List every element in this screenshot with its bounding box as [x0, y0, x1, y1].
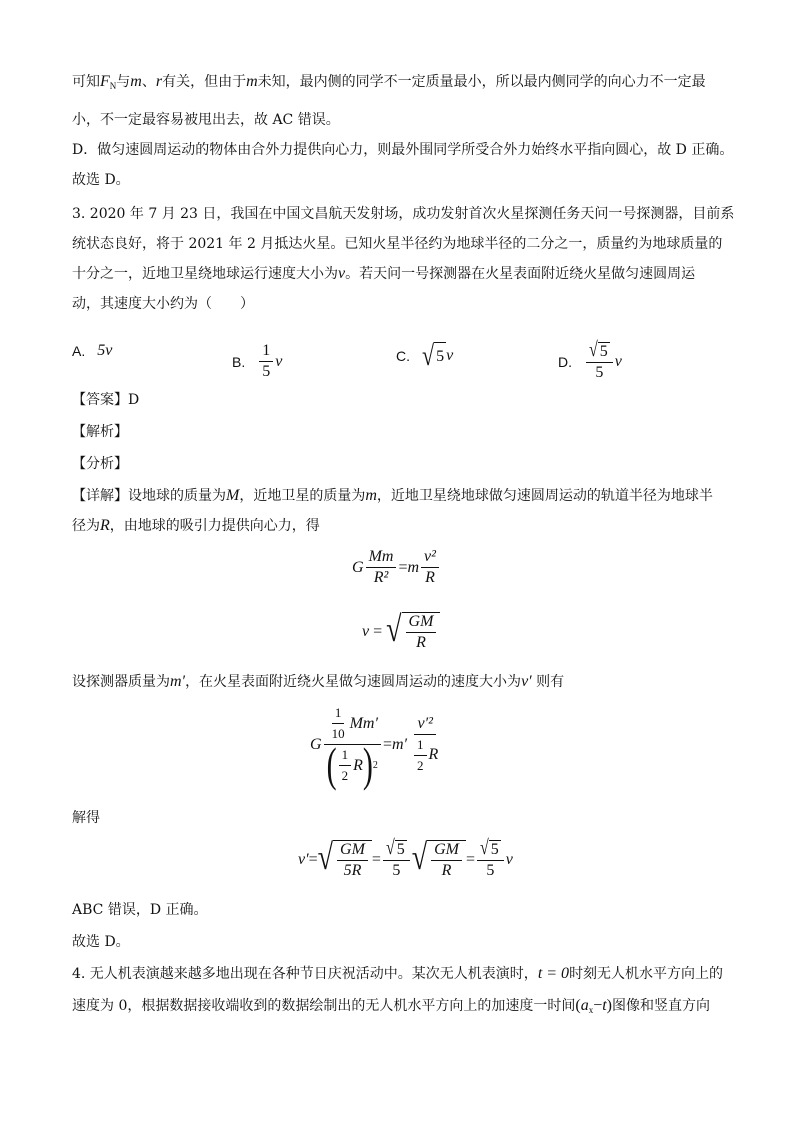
text-segment: 有关，但由于 [162, 74, 247, 90]
detail-line-1: 【详解】设地球的质量为M，近地卫星的质量为m，近地卫星绕地球做匀速圆周运动的轨道半径为地球半 [72, 487, 713, 504]
equation-gravity: G $\frac{Mm}{\text{R²}}$ = m $\frac{\text{v²}}{R}$ [352, 548, 441, 587]
fenxi-tag: 【分析】 [72, 456, 128, 472]
equation-result: v′ = √ $\frac{GM}{5R}$ = √ 5 5 √ $\frac{GM}{R}$ = √ 5 5 v [298, 837, 513, 879]
answer-tag: 【答案】 [72, 392, 128, 408]
question-3-line-2: 统状态良好，将于 2021 年 2 月抵达火星。已知火星半径约为地球半径的二分之一，质量约为地球质量的 [72, 236, 723, 252]
question-4-line-1: 4. 无人机表演越来越多地出现在各种节日庆祝活动中。某次无人机表演时，t = 0时刻无人机水平方向上的 [72, 965, 724, 982]
equation-velocity: v = √ $\frac{GM}{R}$ [362, 612, 440, 652]
radius-symbol: r [155, 73, 163, 90]
option-d: D. √ 5 5 v [558, 339, 622, 381]
mass-symbol: m [246, 73, 258, 90]
velocity-symbol: v [338, 265, 346, 282]
paragraph-1-line-1: 可知$F_N$与m、r有关，但由于m未知，最内侧的同学不一定质量最小，所以最内侧同学的向心力不一定最 [72, 73, 706, 91]
equation-mars: G $\frac{1}{10}$ Mm ′ ( $\frac{1}{2}$ R ) 2 = m′ v′² $\frac{1}{2}$ R [310, 705, 439, 792]
question-3-line-1: 3. 2020 年 7 月 23 日，我国在中国文昌航天发射场，成功发射首次火星探测任务天问一号探测器，目前系 [72, 206, 735, 222]
text-segment: 与 [116, 74, 131, 90]
wrong-line: ABC 错误，D 正确。 [72, 902, 208, 918]
question-3-line-4: 动，其速度大小约为（ ） [72, 296, 254, 312]
answer-line [72, 390, 139, 410]
text-segment: 可知 [72, 74, 100, 90]
text-segment: 未知，最内侧的同学不一定质量最小，所以最内侧同学的向心力不一定最 [257, 74, 706, 90]
paragraph-1-line-2: 小，不一定最容易被甩出去，故 AC 错误。 [72, 112, 340, 128]
option-c: C. √ 5 v [396, 339, 454, 372]
force-symbol: $F_N$ [100, 73, 117, 91]
solve-line: 解得 [72, 810, 100, 826]
mass-symbol: m [130, 73, 142, 90]
option-b: B. $\frac{1}{5}$ v [232, 342, 283, 380]
answer-value: D [128, 392, 140, 408]
fraction: $\frac{1}{5}$ [259, 342, 273, 381]
question-4-line-2: 速度为 0，根据数据接收端收到的数据绘制出的无人机水平方向上的加速度一时间$(a_x-t)$图像和竖直方向 [72, 997, 710, 1015]
detail-line-2: 径为R，由地球的吸引力提供向心力，得 [72, 517, 320, 534]
fraction: √ 5 5 [586, 342, 613, 382]
paragraph-2: D．做匀速圆周运动的物体由合外力提供向心力，则最外围同学所受合外力始终水平指向圆心，故 D 正确。 [72, 142, 734, 158]
probe-line: 设探测器质量为m′，在火星表面附近绕火星做匀速圆周运动的速度大小为v′ 则有 [72, 673, 565, 690]
paragraph-3: 故选 D。 [72, 172, 130, 188]
square-root: √ 5 [422, 339, 445, 372]
question-3-line-3: 十分之一，近地卫星绕地球运行速度大小为v。若天问一号探测器在火星表面附近绕火星做匀速圆周运 [72, 265, 696, 282]
analysis-tag: 【解析】 [72, 424, 128, 440]
option-a: A. 5v [72, 342, 113, 359]
choose-line: 故选 D。 [72, 934, 130, 950]
